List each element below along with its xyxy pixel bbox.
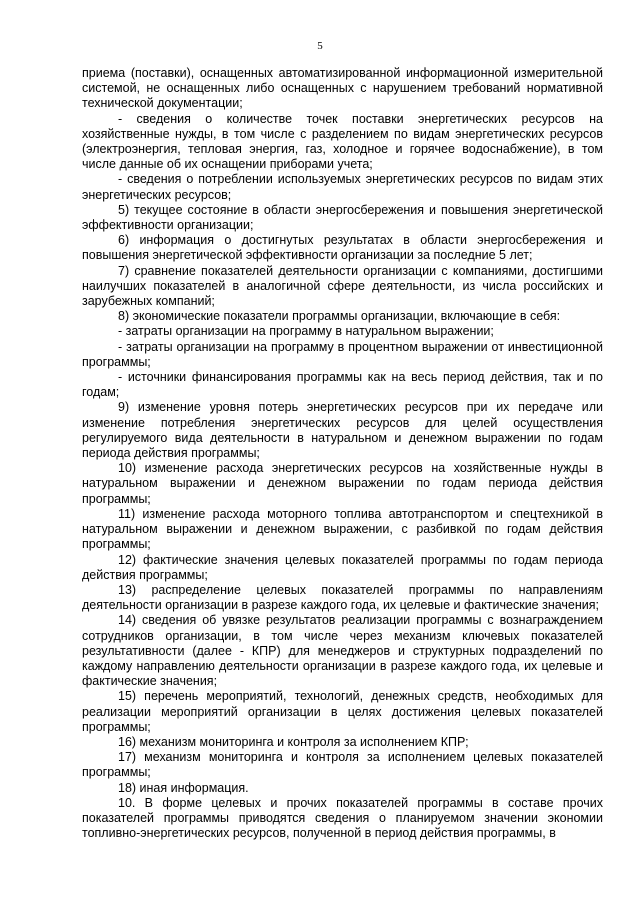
page-number: 5 [317,40,323,52]
paragraph: приема (поставки), оснащенных автоматизированной информационной измерительной системой, не оснащенных либо оснащенных с нарушением требований нормативной технической документации; [82,66,603,111]
paragraph: 16) механизм мониторинга и контроля за исполнением КПР; [118,734,469,749]
paragraph: - сведения о потреблении используемых энергетических ресурсов по видам этих энергетических ресурсов; [82,172,603,202]
paragraph: 12) фактические значения целевых показателей программы по годам периода действия программы; [82,552,603,582]
paragraph: 13) распределение целевых показателей программы по направлениям деятельности организации в разрезе каждого года, их целевые и фактические значения; [82,582,603,613]
paragraph: 10) изменение расхода энергетических ресурсов на хозяйственные нужды в натуральном выражении и денежном выражении по годам периода действия программы; [82,461,603,506]
paragraph: 18) иная информация. [118,780,249,795]
paragraph: - сведения о количестве точек поставки энергетических ресурсов на хозяйственные нужды, в том числе с разделением по видам энергетических ресурсов (электроэнергия, тепловая энергия, газ, холодное и горячее водоснабжение), в том числе данные об их оснащении приборами учета; [82,111,603,172]
paragraph: - источники финансирования программы как на весь период действия, так и по годам; [82,370,603,400]
paragraph: 7) сравнение показателей деятельности организации с компаниями, достигшими наилучших показателей в аналогичной сфере деятельности, из числа российских и зарубежных компаний; [82,263,603,309]
paragraph: 9) изменение уровня потерь энергетических ресурсов при их передаче или изменение потребления энергетических ресурсов для целей осуществления регулируемого вида деятельности в натуральном и денежном выражении по годам периода действия программы; [82,400,603,461]
paragraph: 8) экономические показатели программы организации, включающие в себя: [118,309,561,324]
paragraph: 6) информация о достигнутых результатах в области энергосбережения и повышения энергетической эффективности организации за последние 5 лет; [82,233,603,263]
paragraph: 15) перечень мероприятий, технологий, денежных средств, необходимых для реализации мероприятий организации в целях достижения целевых показателей программы; [82,689,603,734]
paragraph: 10. В форме целевых и прочих показателей программы в составе прочих показателей программы приводятся сведения о планируемом значении экономии топливно-энергетических ресурсов, полученной в период действия программы, в [82,795,603,841]
document-body [82,66,603,841]
paragraph: 5) текущее состояние в области энергосбережения и повышения энергетической эффективности организации; [82,202,603,233]
paragraph: - затраты организации на программу в натуральном выражении; [118,324,494,339]
paragraph: 14) сведения об увязке результатов реализации программы с вознаграждением сотрудников организации, в том числе через механизм ключевых показателей результативности (далее - КПР) для менеджеров и структурных подразделений по каждому направлению деятельности организации в разрезе каждого года, их целевые и фактические значения; [82,613,603,689]
paragraph: - затраты организации на программу в процентном выражении от инвестиционной программы; [82,339,603,369]
paragraph: 11) изменение расхода моторного топлива автотранспортом и спецтехникой в натуральном выражении и денежном выражении, с разбивкой по годам действия программы; [82,506,603,552]
paragraph: 17) механизм мониторинга и контроля за исполнением целевых показателей программы; [82,750,603,780]
